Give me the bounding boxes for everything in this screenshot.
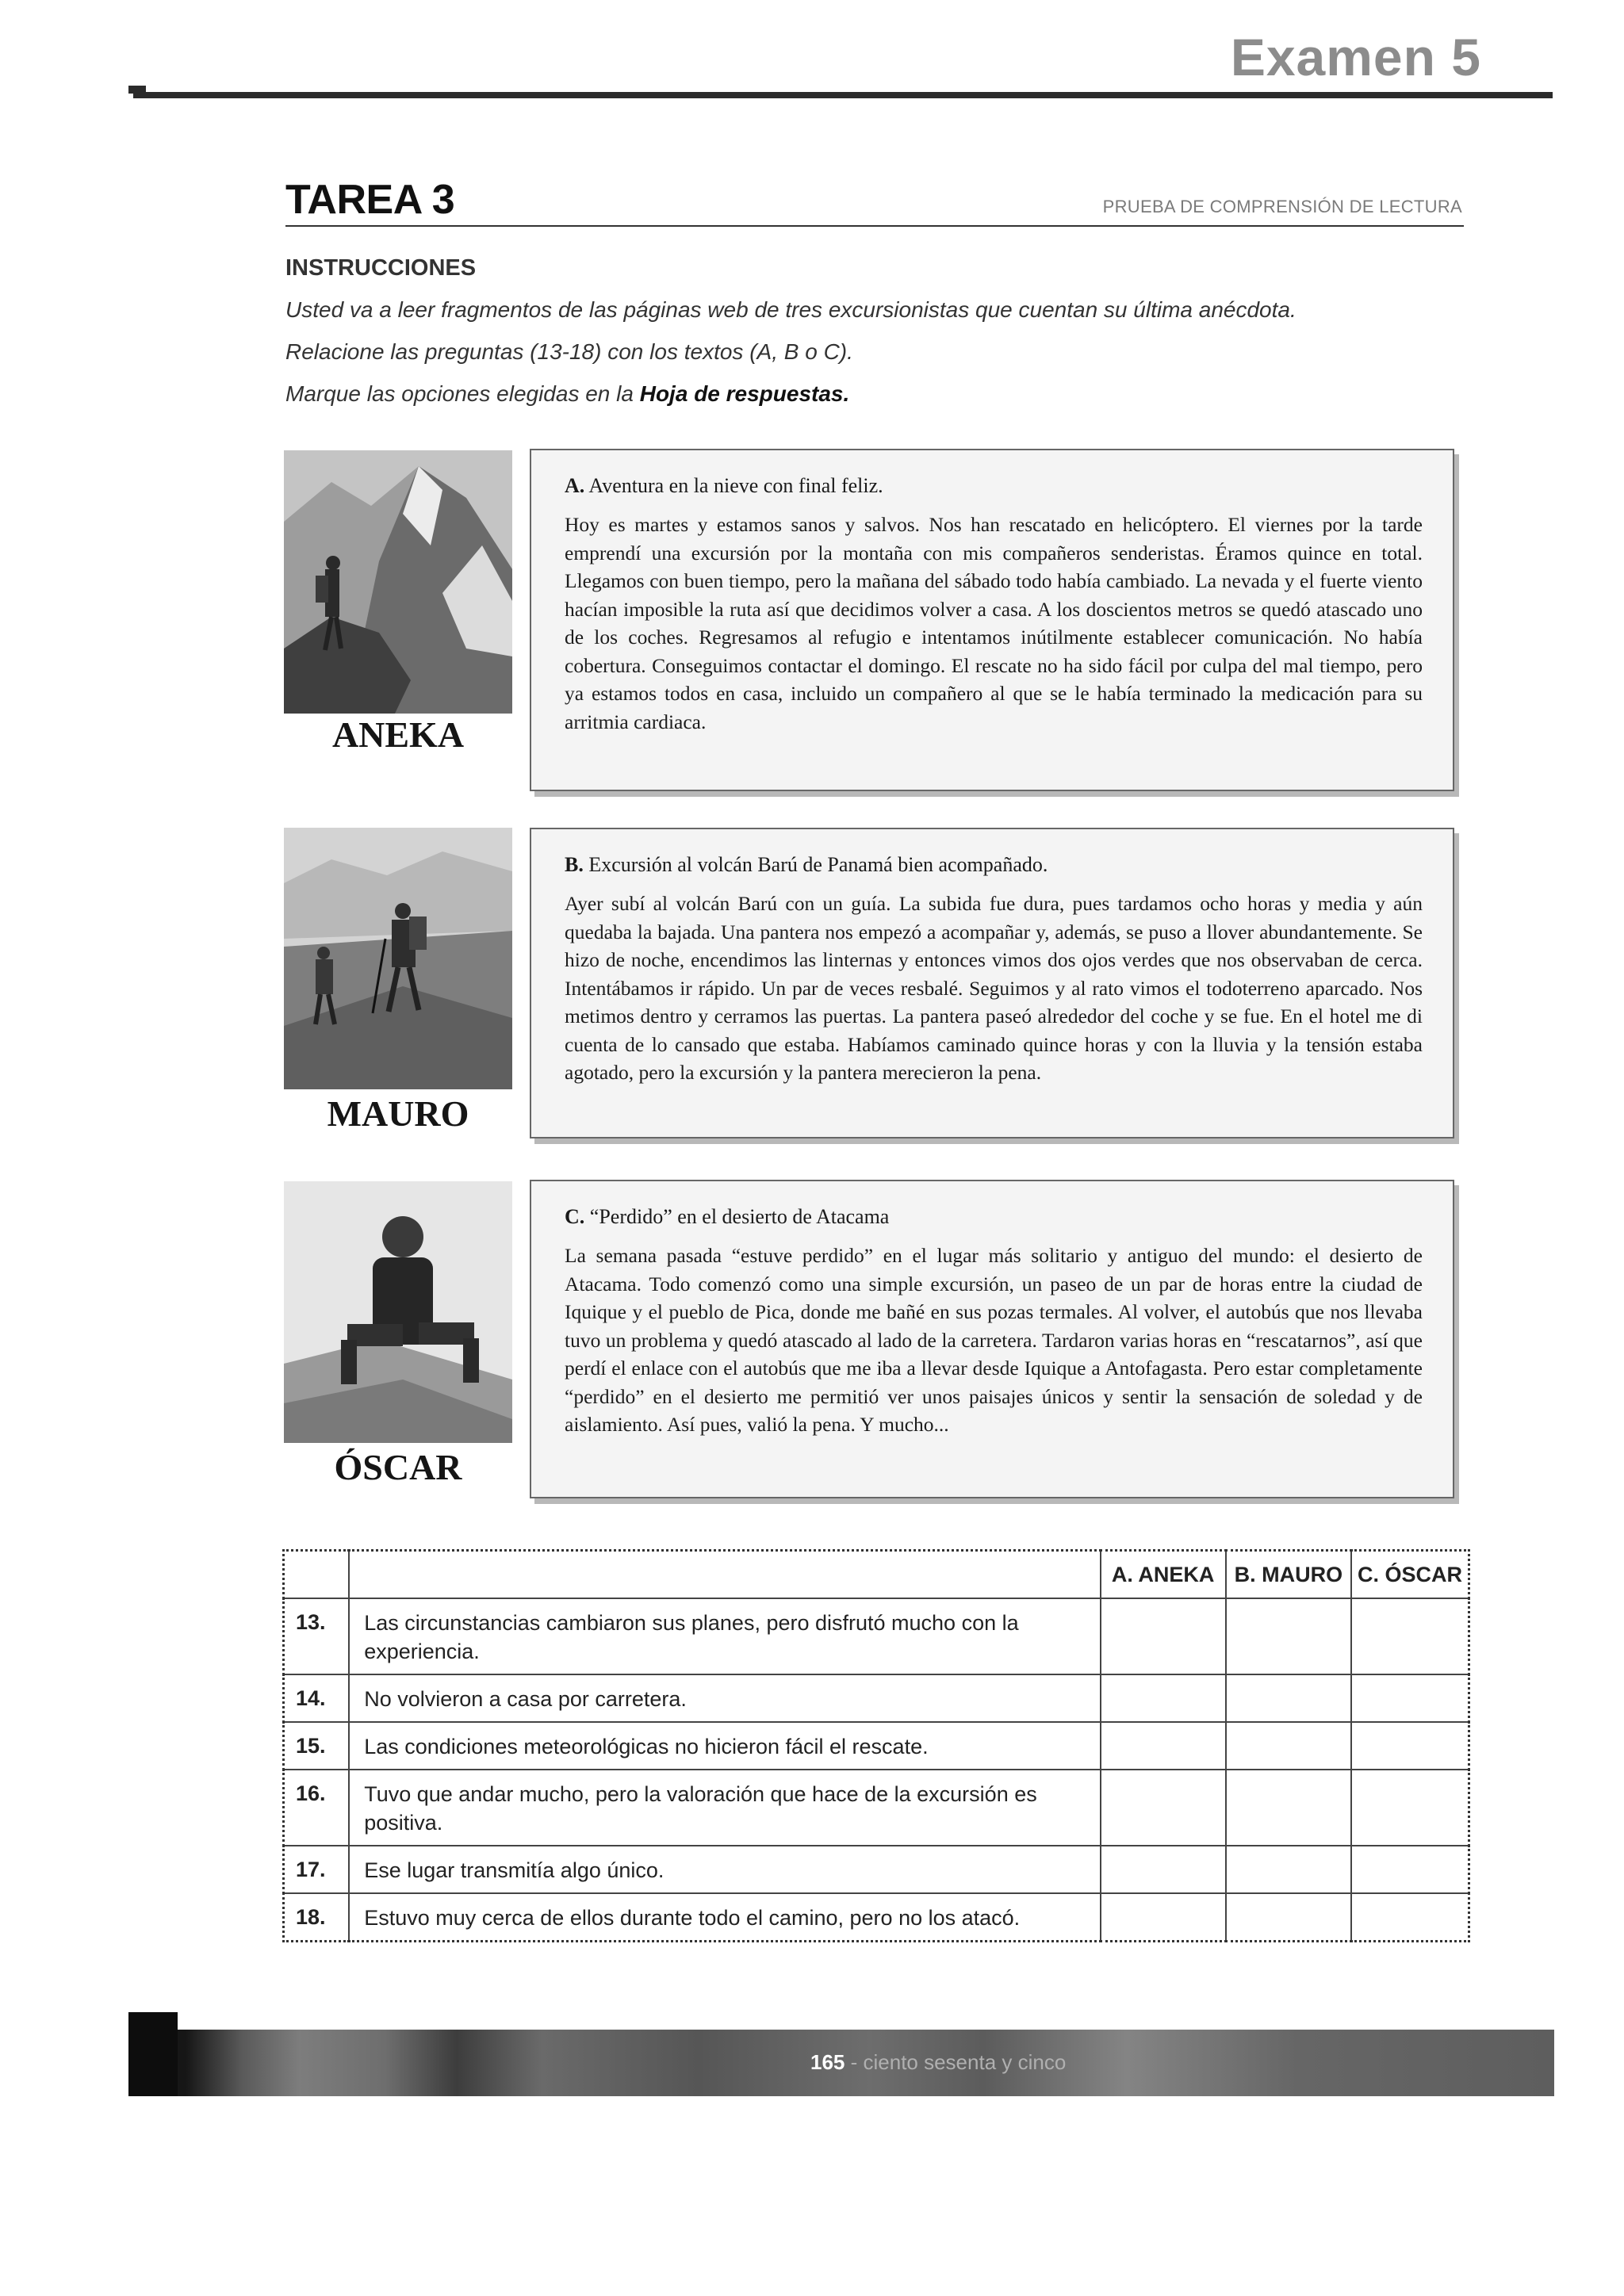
text-b-title — [565, 853, 1423, 877]
answer-cell-c[interactable] — [1351, 1893, 1469, 1942]
instructions-line-2: Relacione las preguntas (13-18) con los textos (A, B o C). — [285, 339, 853, 364]
person-name-aneka: ANEKA — [331, 714, 465, 755]
answer-cell-a[interactable] — [1101, 1846, 1226, 1893]
text-c-heading: “Perdido” en el desierto de Atacama — [589, 1205, 890, 1228]
text-c-title — [565, 1205, 1423, 1229]
text-box-a — [530, 449, 1454, 791]
answer-cell-b[interactable] — [1226, 1674, 1351, 1722]
text-a-letter: A. — [565, 474, 585, 497]
instructions-line-3-text: Marque las opciones elegidas en la — [285, 381, 640, 406]
person-name-oscar: ÓSCAR — [334, 1447, 462, 1487]
text-b-letter: B. — [565, 853, 584, 876]
table-row — [284, 1893, 1469, 1942]
answer-cell-a[interactable] — [1101, 1893, 1226, 1942]
question-number: 15. — [284, 1722, 350, 1770]
column-mauro: B. MAURO — [1226, 1551, 1351, 1599]
question-number: 16. — [284, 1770, 350, 1846]
question-number: 17. — [284, 1846, 350, 1893]
text-c-letter: C. — [565, 1205, 585, 1228]
answer-cell-c[interactable] — [1351, 1846, 1469, 1893]
answer-cell-c[interactable] — [1351, 1598, 1469, 1674]
answer-cell-a[interactable] — [1101, 1674, 1226, 1722]
answer-cell-b[interactable] — [1226, 1722, 1351, 1770]
text-c-body: La semana pasada “estuve perdido” en el lugar más solitario y antiguo del mundo: el desierto de Atacama. Todo comenzó como una simple excursión, un paseo de un par de horas entre la ciudad de Iquique y el pueblo de Pica, donde me bañé en sus pozas termales. Al volver, el autobús que nos llevaba tuvo un problema y quedó atascado al lado de la carretera. Tardaron varias horas en “rescatarnos”, así que perdí el enlace con el autobús que me iba a llevar desde Iquique a Antofagasta. Pero estar completamente “perdido” en el desierto me permitió ver unos paisajes únicos y sentir la sensación de soledad y de aislamiento. Así pues, valió la pena. Y mucho... — [565, 1244, 1423, 1436]
page-number: 165 — [810, 2050, 845, 2074]
text-box-c — [530, 1180, 1454, 1498]
answer-cell-a[interactable] — [1101, 1770, 1226, 1846]
answer-cell-b[interactable] — [1226, 1770, 1351, 1846]
task-title: TAREA 3 — [285, 177, 455, 223]
question-text: Tuvo que andar mucho, pero la valoración que hace de la excursión es positiva. — [349, 1770, 1100, 1846]
test-name: PRUEBA DE COMPRENSIÓN DE LECTURA — [1102, 197, 1462, 216]
question-text: No volvieron a casa por carretera. — [349, 1674, 1100, 1722]
answer-cell-a[interactable] — [1101, 1722, 1226, 1770]
photo-aneka — [284, 450, 512, 714]
task-title-rule — [285, 225, 1464, 227]
text-a-heading: Aventura en la nieve con final feliz. — [588, 474, 883, 497]
answer-cell-b[interactable] — [1226, 1846, 1351, 1893]
text-b-body: Ayer subí al volcán Barú con un guía. La subida fue dura, pues tardamos ocho horas y media y aún quedaba la bajada. Una pantera nos empezó a acompañar y, además, se puso a llover abundantemente. Se hizo de noche, encendimos las linternas y entonces vimos dos ojos verdes que nos observaban de cerca. Intentábamos ir rápido. Un par de veces resbalé. Seguimos y al rato vimos el todoterreno aparcado. Nos metimos dentro y cerramos las puertas. La pantera paseó alrededor del coche y se fue. En el hotel me di cuenta de lo cansado que estaba. Habíamos caminado quince horas y con la lluvia y la tensión estaba agotado, pero la excursión y la pantera merecieron la pena. — [565, 892, 1423, 1084]
table-row — [284, 1722, 1469, 1770]
column-oscar: C. ÓSCAR — [1351, 1551, 1469, 1599]
table-row — [284, 1846, 1469, 1893]
question-text: Las condiciones meteorológicas no hicieron fácil el rescate. — [349, 1722, 1100, 1770]
question-text: Las circunstancias cambiaron sus planes, pero disfrutó mucho con la experiencia. — [349, 1598, 1100, 1674]
answer-cell-c[interactable] — [1351, 1722, 1469, 1770]
answer-sheet-label: Hoja de respuestas. — [639, 381, 850, 406]
answer-cell-a[interactable] — [1101, 1598, 1226, 1674]
exam-title: Examen 5 — [1230, 28, 1481, 86]
text-a-body: Hoy es martes y estamos sanos y salvos. Nos han rescatado en helicóptero. El viernes por la tarde emprendí una excursión por la montaña con mis compañeros senderistas. Éramos quince en total. Llegamos con buen tiempo, pero la mañana del sábado todo había cambiado. La nevada y el fuerte viento hacían imposible la ruta así que decidimos volver a casa. A los doscientos metros se quedó atascado uno de los coches. Regresamos al refugio e intentamos inútilmente establecer comunicación. No había cobertura. Conseguimos contactar el domingo. El rescate no ha sido fácil por culpa del mal tiempo, pero ya estamos todos en casa, incluido un compañero al que se le había terminado la medicación para su arritmia cardiaca. — [565, 513, 1423, 733]
answer-table — [282, 1549, 1470, 1942]
text-box-b — [530, 828, 1454, 1138]
text-b-heading: Excursión al volcán Barú de Panamá bien acompañado. — [588, 853, 1048, 876]
footer-block — [128, 2012, 178, 2096]
question-number: 18. — [284, 1893, 350, 1942]
header-blank-question — [349, 1551, 1100, 1599]
instructions-line-3 — [285, 381, 849, 407]
answer-cell-c[interactable] — [1351, 1674, 1469, 1722]
answer-cell-b[interactable] — [1226, 1893, 1351, 1942]
column-aneka: A. ANEKA — [1101, 1551, 1226, 1599]
question-text: Ese lugar transmitía algo único. — [349, 1846, 1100, 1893]
table-row — [284, 1598, 1469, 1674]
page-number-footer — [810, 2050, 1066, 2075]
answer-cell-b[interactable] — [1226, 1598, 1351, 1674]
table-row — [284, 1770, 1469, 1846]
text-a-title — [565, 474, 1423, 498]
question-text: Estuvo muy cerca de ellos durante todo el camino, pero no los atacó. — [349, 1893, 1100, 1942]
page-number-words: - ciento sesenta y cinco — [845, 2050, 1067, 2074]
question-number: 13. — [284, 1598, 350, 1674]
photo-mauro — [284, 828, 512, 1089]
instructions-heading: INSTRUCCIONES — [285, 255, 477, 281]
question-number: 14. — [284, 1674, 350, 1722]
person-name-mauro: MAURO — [327, 1093, 469, 1134]
header-rule — [133, 92, 1553, 98]
answer-table-header — [284, 1551, 1469, 1599]
table-row — [284, 1674, 1469, 1722]
photo-oscar — [284, 1181, 512, 1443]
answer-cell-c[interactable] — [1351, 1770, 1469, 1846]
instructions-line-1: Usted va a leer fragmentos de las páginas web de tres excursionistas que cuentan su última anécdota. — [285, 297, 1297, 322]
header-blank-num — [284, 1551, 350, 1599]
